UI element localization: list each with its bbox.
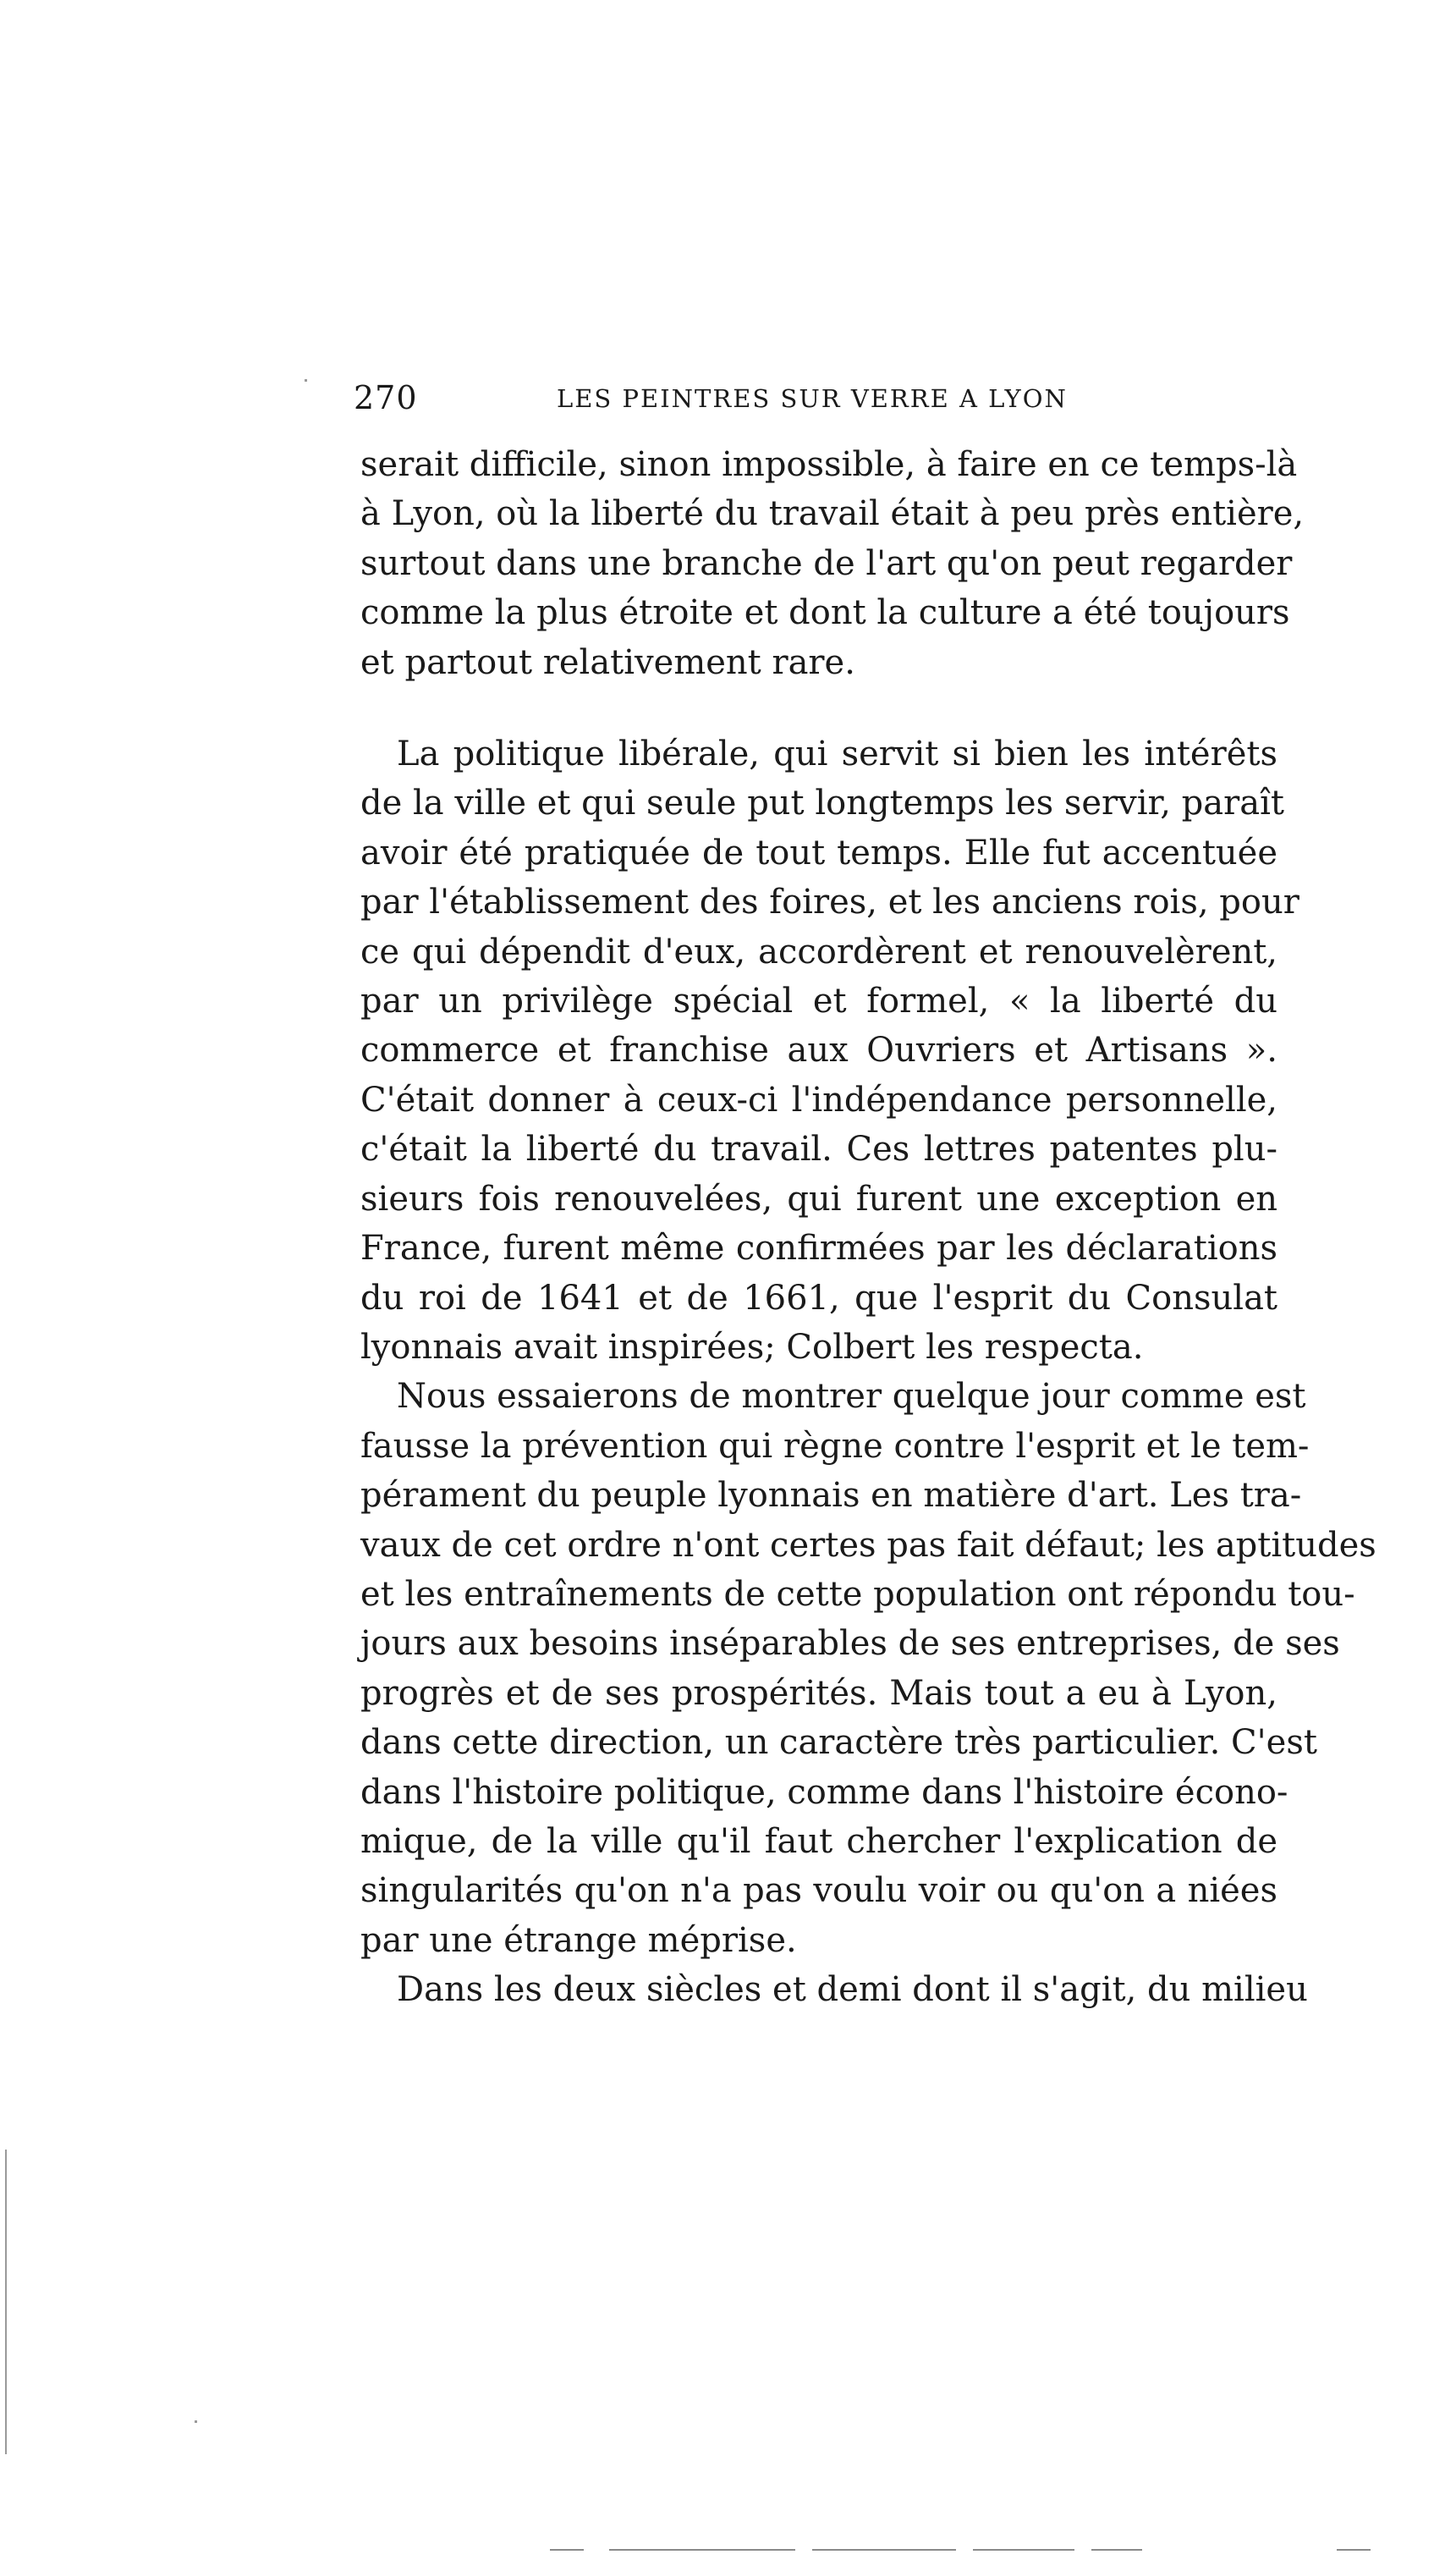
text-line: La politique libérale, qui servit si bien les intérêts xyxy=(397,735,1277,774)
text-line: commerce et franchise aux Ouvriers et Artisans ». xyxy=(360,1031,1277,1071)
text-line: lyonnais avait inspirées; Colbert les respecta. xyxy=(360,1327,1144,1367)
text-line: avoir été pratiquée de tout temps. Elle fut accentuée xyxy=(360,833,1277,873)
scan-mark xyxy=(5,2150,7,2454)
text-line: Dans les deux siècles et demi dont il s'agit, du milieu xyxy=(397,1970,1308,2010)
scan-rule xyxy=(973,2549,1074,2551)
text-line: à Lyon, où la liberté du travail était à peu près entière, xyxy=(360,494,1305,534)
page-header xyxy=(354,379,1068,421)
text-line: du roi de 1641 et de 1661, que l'esprit du Consulat xyxy=(360,1278,1277,1318)
text-line: C'était donner à ceux-ci l'indépendance personnelle, xyxy=(360,1080,1277,1120)
paragraph-2 xyxy=(360,729,1299,1372)
text-line: de la ville et qui seule put longtemps les servir, paraît xyxy=(360,784,1284,823)
text-line: France, furent même confirmées par les déclarations xyxy=(360,1229,1277,1269)
text-line: dans l'histoire politique, comme dans l'histoire écono- xyxy=(360,1772,1288,1812)
text-line: par une étrange méprise. xyxy=(360,1920,797,1960)
text-line: sieurs fois renouvelées, qui furent une exception en xyxy=(360,1179,1277,1219)
text-line: et partout relativement rare. xyxy=(360,642,855,682)
paragraph-4 xyxy=(360,1965,1308,2014)
text-line: fausse la prévention qui règne contre l'esprit et le tem- xyxy=(360,1426,1310,1466)
body-text xyxy=(360,440,1376,2015)
text-line: progrès et de ses prospérités. Mais tout a eu à Lyon, xyxy=(360,1673,1277,1713)
text-line: par l'établissement des foires, et les anciens rois, pour xyxy=(360,883,1299,922)
text-line: surtout dans une branche de l'art qu'on peut regarder xyxy=(360,543,1293,583)
text-line: comme la plus étroite et dont la culture a été toujours xyxy=(360,593,1290,633)
scan-rule xyxy=(550,2549,584,2551)
text-line: vaux de cet ordre n'ont certes pas fait défaut; les aptitudes xyxy=(360,1525,1376,1565)
text-line: par un privilège spécial et formel, « la liberté du xyxy=(360,982,1277,1021)
scan-rule xyxy=(1337,2549,1371,2551)
text-line: mique, de la ville qu'il faut chercher l'explication de xyxy=(360,1821,1277,1861)
text-line: c'était la liberté du travail. Ces lettres patentes plu- xyxy=(360,1130,1277,1170)
scan-rule xyxy=(812,2549,956,2551)
text-line: Nous essaierons de montrer quelque jour comme est xyxy=(397,1377,1306,1417)
scan-mark xyxy=(195,2420,197,2423)
page-number: 270 xyxy=(354,379,418,416)
paragraph-3 xyxy=(360,1372,1376,1965)
text-line: pérament du peuple lyonnais en matière d'art. Les tra- xyxy=(360,1476,1302,1516)
text-line: dans cette direction, un caractère très particulier. C'est xyxy=(360,1723,1317,1763)
scan-rule xyxy=(1091,2549,1142,2551)
text-line: et les entraînements de cette population ont répondu tou- xyxy=(360,1574,1355,1614)
paragraph-1 xyxy=(360,440,1305,687)
running-title: LES PEINTRES SUR VERRE A LYON xyxy=(557,384,1068,413)
text-line: singularités qu'on n'a pas voulu voir ou qu'on a niées xyxy=(360,1871,1277,1911)
scan-rule xyxy=(609,2549,795,2551)
text-line: jours aux besoins inséparables de ses entreprises, de ses xyxy=(360,1624,1340,1664)
scan-mark xyxy=(305,379,307,382)
text-line: ce qui dépendit d'eux, accordèrent et renouvelèrent, xyxy=(360,932,1277,972)
text-line: serait difficile, sinon impossible, à faire en ce temps-là xyxy=(360,445,1298,484)
